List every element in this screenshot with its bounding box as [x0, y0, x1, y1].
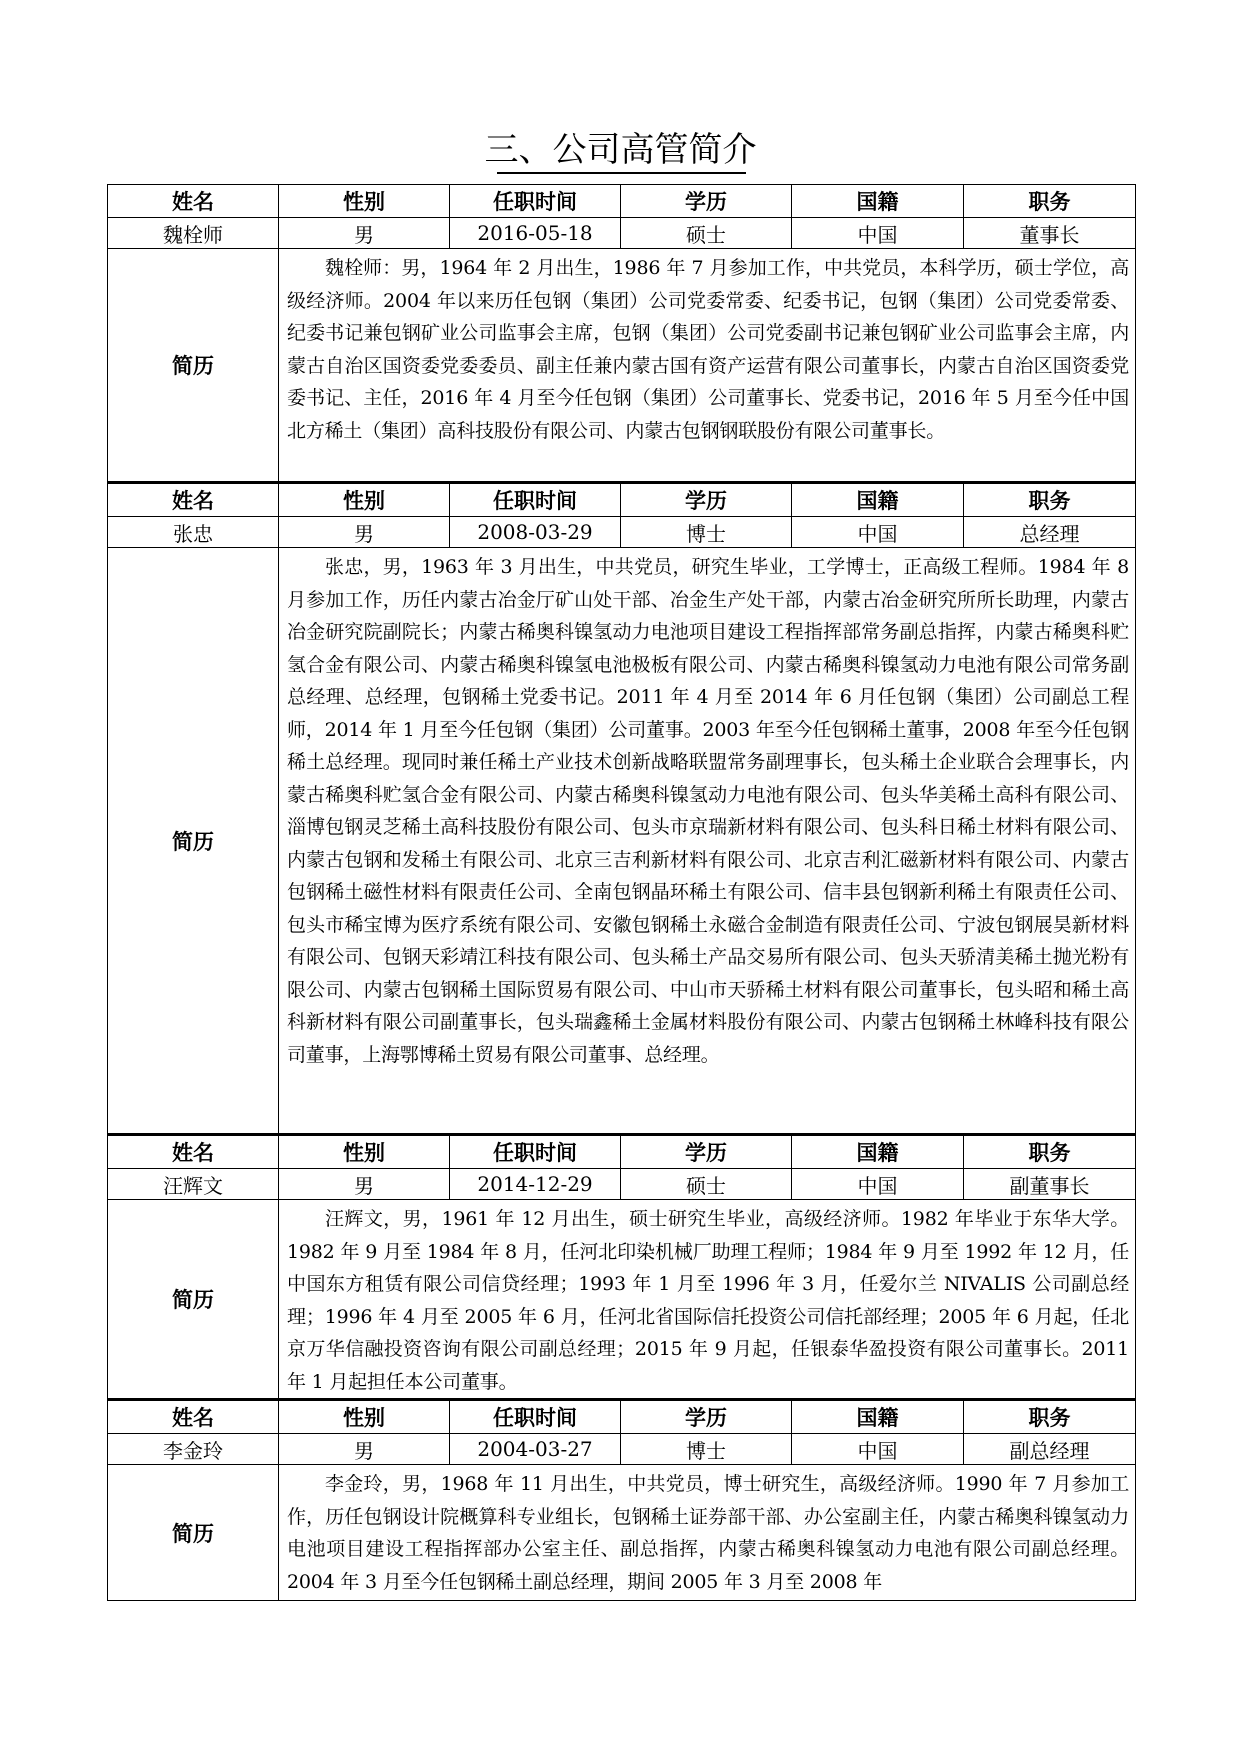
- executive-bio-row: [108, 249, 1136, 483]
- executive-nationality: 中国: [792, 218, 964, 249]
- executive-position: 副总经理: [964, 1434, 1136, 1465]
- header-gender: 性别: [279, 185, 450, 218]
- header-row: [108, 483, 1136, 517]
- executive-gender: 男: [279, 1434, 450, 1465]
- executive-bio: 汪辉文，男，1961 年 12 月出生，硕士研究生毕业，高级经济师。1982 年毕业于东华大学。1982 年 9 月至 1984 年 8 月，任河北印染机械厂助理工程师；1984 年 9 月至 1992 年 12 月，任中国东方租赁有限公司信贷经理；1993 年 1 月至 1996 年 3 月，任爱尔兰 NIVALIS 公司副总经理；1996 年 4 月至 2005 年 6 月，任河北省国际信托投资公司信托部经理；2005 年 6 月起，任北京万华信融投资咨询有限公司副总经理；2015 年 9 月起，任银泰华盈投资有限公司董事长。2011 年 1 月起担任本公司董事。: [279, 1200, 1136, 1400]
- header-name: 姓名: [108, 1400, 279, 1434]
- header-position: 职务: [964, 1400, 1136, 1434]
- bio-label: 简历: [108, 249, 279, 483]
- header-name: 姓名: [108, 483, 279, 517]
- executive-info-row: [108, 1169, 1136, 1200]
- header-tenure: 任职时间: [450, 483, 621, 517]
- executive-nationality: 中国: [792, 1434, 964, 1465]
- executive-bio: 张忠，男，1963 年 3 月出生，中共党员，研究生毕业，工学博士，正高级工程师。1984 年 8 月参加工作，历任内蒙古冶金厅矿山处干部、冶金生产处干部，内蒙古冶金研究所所长助理，内蒙古冶金研究院副院长；内蒙古稀奥科镍氢动力电池项目建设工程指挥部常务副总指挥，内蒙古稀奥科贮氢合金有限公司、内蒙古稀奥科镍氢电池极板有限公司、内蒙古稀奥科镍氢动力电池有限公司常务副总经理、总经理，包钢稀土党委书记。2011 年 4 月至 2014 年 6 月任包钢（集团）公司副总工程师，2014 年 1 月至今任包钢（集团）公司董事。2003 年至今任包钢稀土董事，2008 年至今任包钢稀土总经理。现同时兼任稀土产业技术创新战略联盟常务副理事长，包头稀土企业联合会理事长，内蒙古稀奥科贮氢合金有限公司、内蒙古稀奥科镍氢动力电池有限公司、包头华美稀土高科有限公司、淄博包钢灵芝稀土高科技股份有限公司、包头市京瑞新材料有限公司、包头科日稀土材料有限公司、内蒙古包钢和发稀土有限公司、北京三吉利新材料有限公司、北京吉利汇磁新材料有限公司、内蒙古包钢稀土磁性材料有限责任公司、全南包钢晶环稀土有限公司、信丰县包钢新利稀土有限责任公司、包头市稀宝博为医疗系统有限公司、安徽包钢稀土永磁合金制造有限责任公司、宁波包钢展昊新材料有限公司、包钢天彩靖江科技有限公司、包头稀土产品交易所有限公司、包头天骄清美稀土抛光粉有限公司、内蒙古包钢稀土国际贸易有限公司、中山市天骄稀土材料有限公司董事长，包头昭和稀土高科新材料有限公司副董事长，包头瑞鑫稀土金属材料股份有限公司、内蒙古包钢稀土林峰科技有限公司董事，上海鄂博稀土贸易有限公司董事、总经理。: [279, 548, 1136, 1135]
- header-row: [108, 1400, 1136, 1434]
- header-name: 姓名: [108, 1135, 279, 1169]
- header-position: 职务: [964, 1135, 1136, 1169]
- executive-position: 总经理: [964, 517, 1136, 548]
- executive-info-row: [108, 517, 1136, 548]
- header-row: [108, 185, 1136, 218]
- executive-bio-row: [108, 1465, 1136, 1601]
- header-gender: 性别: [279, 483, 450, 517]
- bio-label: 简历: [108, 548, 279, 1135]
- executive-name: 李金玲: [108, 1434, 279, 1465]
- page-title: 三、公司高管简介: [484, 130, 757, 170]
- executive-nationality: 中国: [792, 517, 964, 548]
- executive-education: 博士: [621, 1434, 792, 1465]
- executive-education: 硕士: [621, 218, 792, 249]
- header-tenure: 任职时间: [450, 1135, 621, 1169]
- executive-info-row: [108, 218, 1136, 249]
- executive-bio-row: [108, 548, 1136, 1135]
- executive-nationality: 中国: [792, 1169, 964, 1200]
- header-position: 职务: [964, 185, 1136, 218]
- header-education: 学历: [621, 1400, 792, 1434]
- executive-bio-row: [108, 1200, 1136, 1400]
- header-tenure: 任职时间: [450, 185, 621, 218]
- executive-education: 博士: [621, 517, 792, 548]
- executive-tenure: 2014-12-29: [450, 1169, 621, 1200]
- header-education: 学历: [621, 1135, 792, 1169]
- header-nationality: 国籍: [792, 483, 964, 517]
- executive-gender: 男: [279, 1169, 450, 1200]
- executive-education: 硕士: [621, 1169, 792, 1200]
- header-name: 姓名: [108, 185, 279, 218]
- executive-tenure: 2004-03-27: [450, 1434, 621, 1465]
- executive-table: [107, 184, 1136, 1601]
- executive-info-row: [108, 1434, 1136, 1465]
- executive-position: 董事长: [964, 218, 1136, 249]
- title-underline: [497, 172, 746, 174]
- header-gender: 性别: [279, 1400, 450, 1434]
- header-nationality: 国籍: [792, 1135, 964, 1169]
- header-education: 学历: [621, 185, 792, 218]
- header-position: 职务: [964, 483, 1136, 517]
- header-nationality: 国籍: [792, 1400, 964, 1434]
- executive-gender: 男: [279, 517, 450, 548]
- executive-tenure: 2008-03-29: [450, 517, 621, 548]
- executive-bio: 魏栓师：男，1964 年 2 月出生，1986 年 7 月参加工作，中共党员，本科学历，硕士学位，高级经济师。2004 年以来历任包钢（集团）公司党委常委、纪委书记，包钢（集团）公司党委常委、纪委书记兼包钢矿业公司监事会主席，包钢（集团）公司党委副书记兼包钢矿业公司监事会主席，内蒙古自治区国资委党委委员、副主任兼内蒙古国有资产运营有限公司董事长，内蒙古自治区国资委党委书记、主任，2016 年 4 月至今任包钢（集团）公司董事长、党委书记，2016 年 5 月至今任中国北方稀土（集团）高科技股份有限公司、内蒙古包钢钢联股份有限公司董事长。: [279, 249, 1136, 483]
- executive-name: 魏栓师: [108, 218, 279, 249]
- executive-tenure: 2016-05-18: [450, 218, 621, 249]
- bio-label: 简历: [108, 1465, 279, 1601]
- header-education: 学历: [621, 483, 792, 517]
- header-tenure: 任职时间: [450, 1400, 621, 1434]
- bio-label: 简历: [108, 1200, 279, 1400]
- executive-name: 汪辉文: [108, 1169, 279, 1200]
- header-gender: 性别: [279, 1135, 450, 1169]
- executive-name: 张忠: [108, 517, 279, 548]
- executive-gender: 男: [279, 218, 450, 249]
- header-nationality: 国籍: [792, 185, 964, 218]
- executive-position: 副董事长: [964, 1169, 1136, 1200]
- header-row: [108, 1135, 1136, 1169]
- executive-bio: 李金玲，男，1968 年 11 月出生，中共党员，博士研究生，高级经济师。1990 年 7 月参加工作，历任包钢设计院概算科专业组长，包钢稀土证券部干部、办公室副主任，内蒙古稀奥科镍氢动力电池项目建设工程指挥部办公室主任、副总指挥，内蒙古稀奥科镍氢动力电池有限公司副总经理。2004 年 3 月至今任包钢稀土副总经理，期间 2005 年 3 月至 2008 年: [279, 1465, 1136, 1601]
